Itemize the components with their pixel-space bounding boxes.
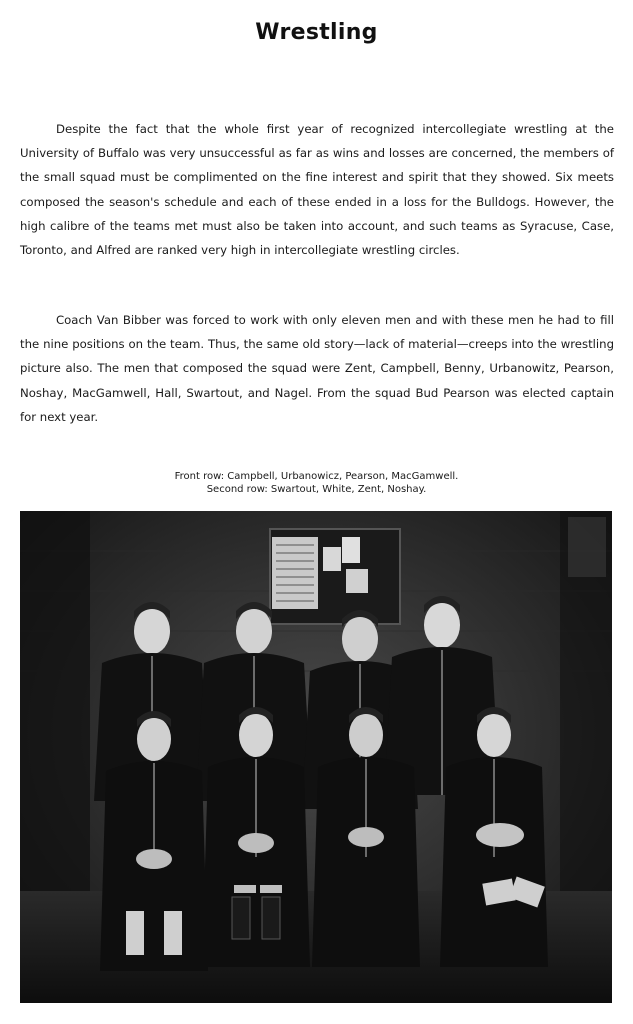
caption-second-row: Second row: Swartout, White, Zent, Noshay. (206, 484, 427, 495)
paragraph-2: Coach Van Bibber was forced to work with only eleven men and with these men he had to fill the nine positions on the team. Thus, the same old story—lack of material—creeps into the wrestling picture also. The men that composed the squad were Zent, Campbell, Benny, Urbanowitz, Pearson, Noshay, MacGamwell, Hall, Swartout, and Nagel. From the squad Bud Pearson was elected captain for next year. (20, 313, 614, 424)
paragraph-1: Despite the fact that the whole first year of recognized intercollegiate wrestling at the University of Buffalo was very unsuccessful as far as wins and losses are concerned, the members of the small squad must be complimented on the fine interest and spirit that they showed. Six meets composed the season's schedule and each of these ended in a loss for the Bulldogs. However, the high calibre of the teams met must also be taken into account, and such teams as Syracuse, Case, Toronto, and Alfred are ranked very high in intercollegiate wrestling circles. (20, 122, 614, 258)
team-photograph (20, 511, 612, 1003)
page-title: Wrestling (255, 20, 378, 45)
bulletin-board (270, 529, 400, 624)
caption-front-row: Front row: Campbell, Urbanowicz, Pearson, MacGamwell. (174, 471, 459, 482)
